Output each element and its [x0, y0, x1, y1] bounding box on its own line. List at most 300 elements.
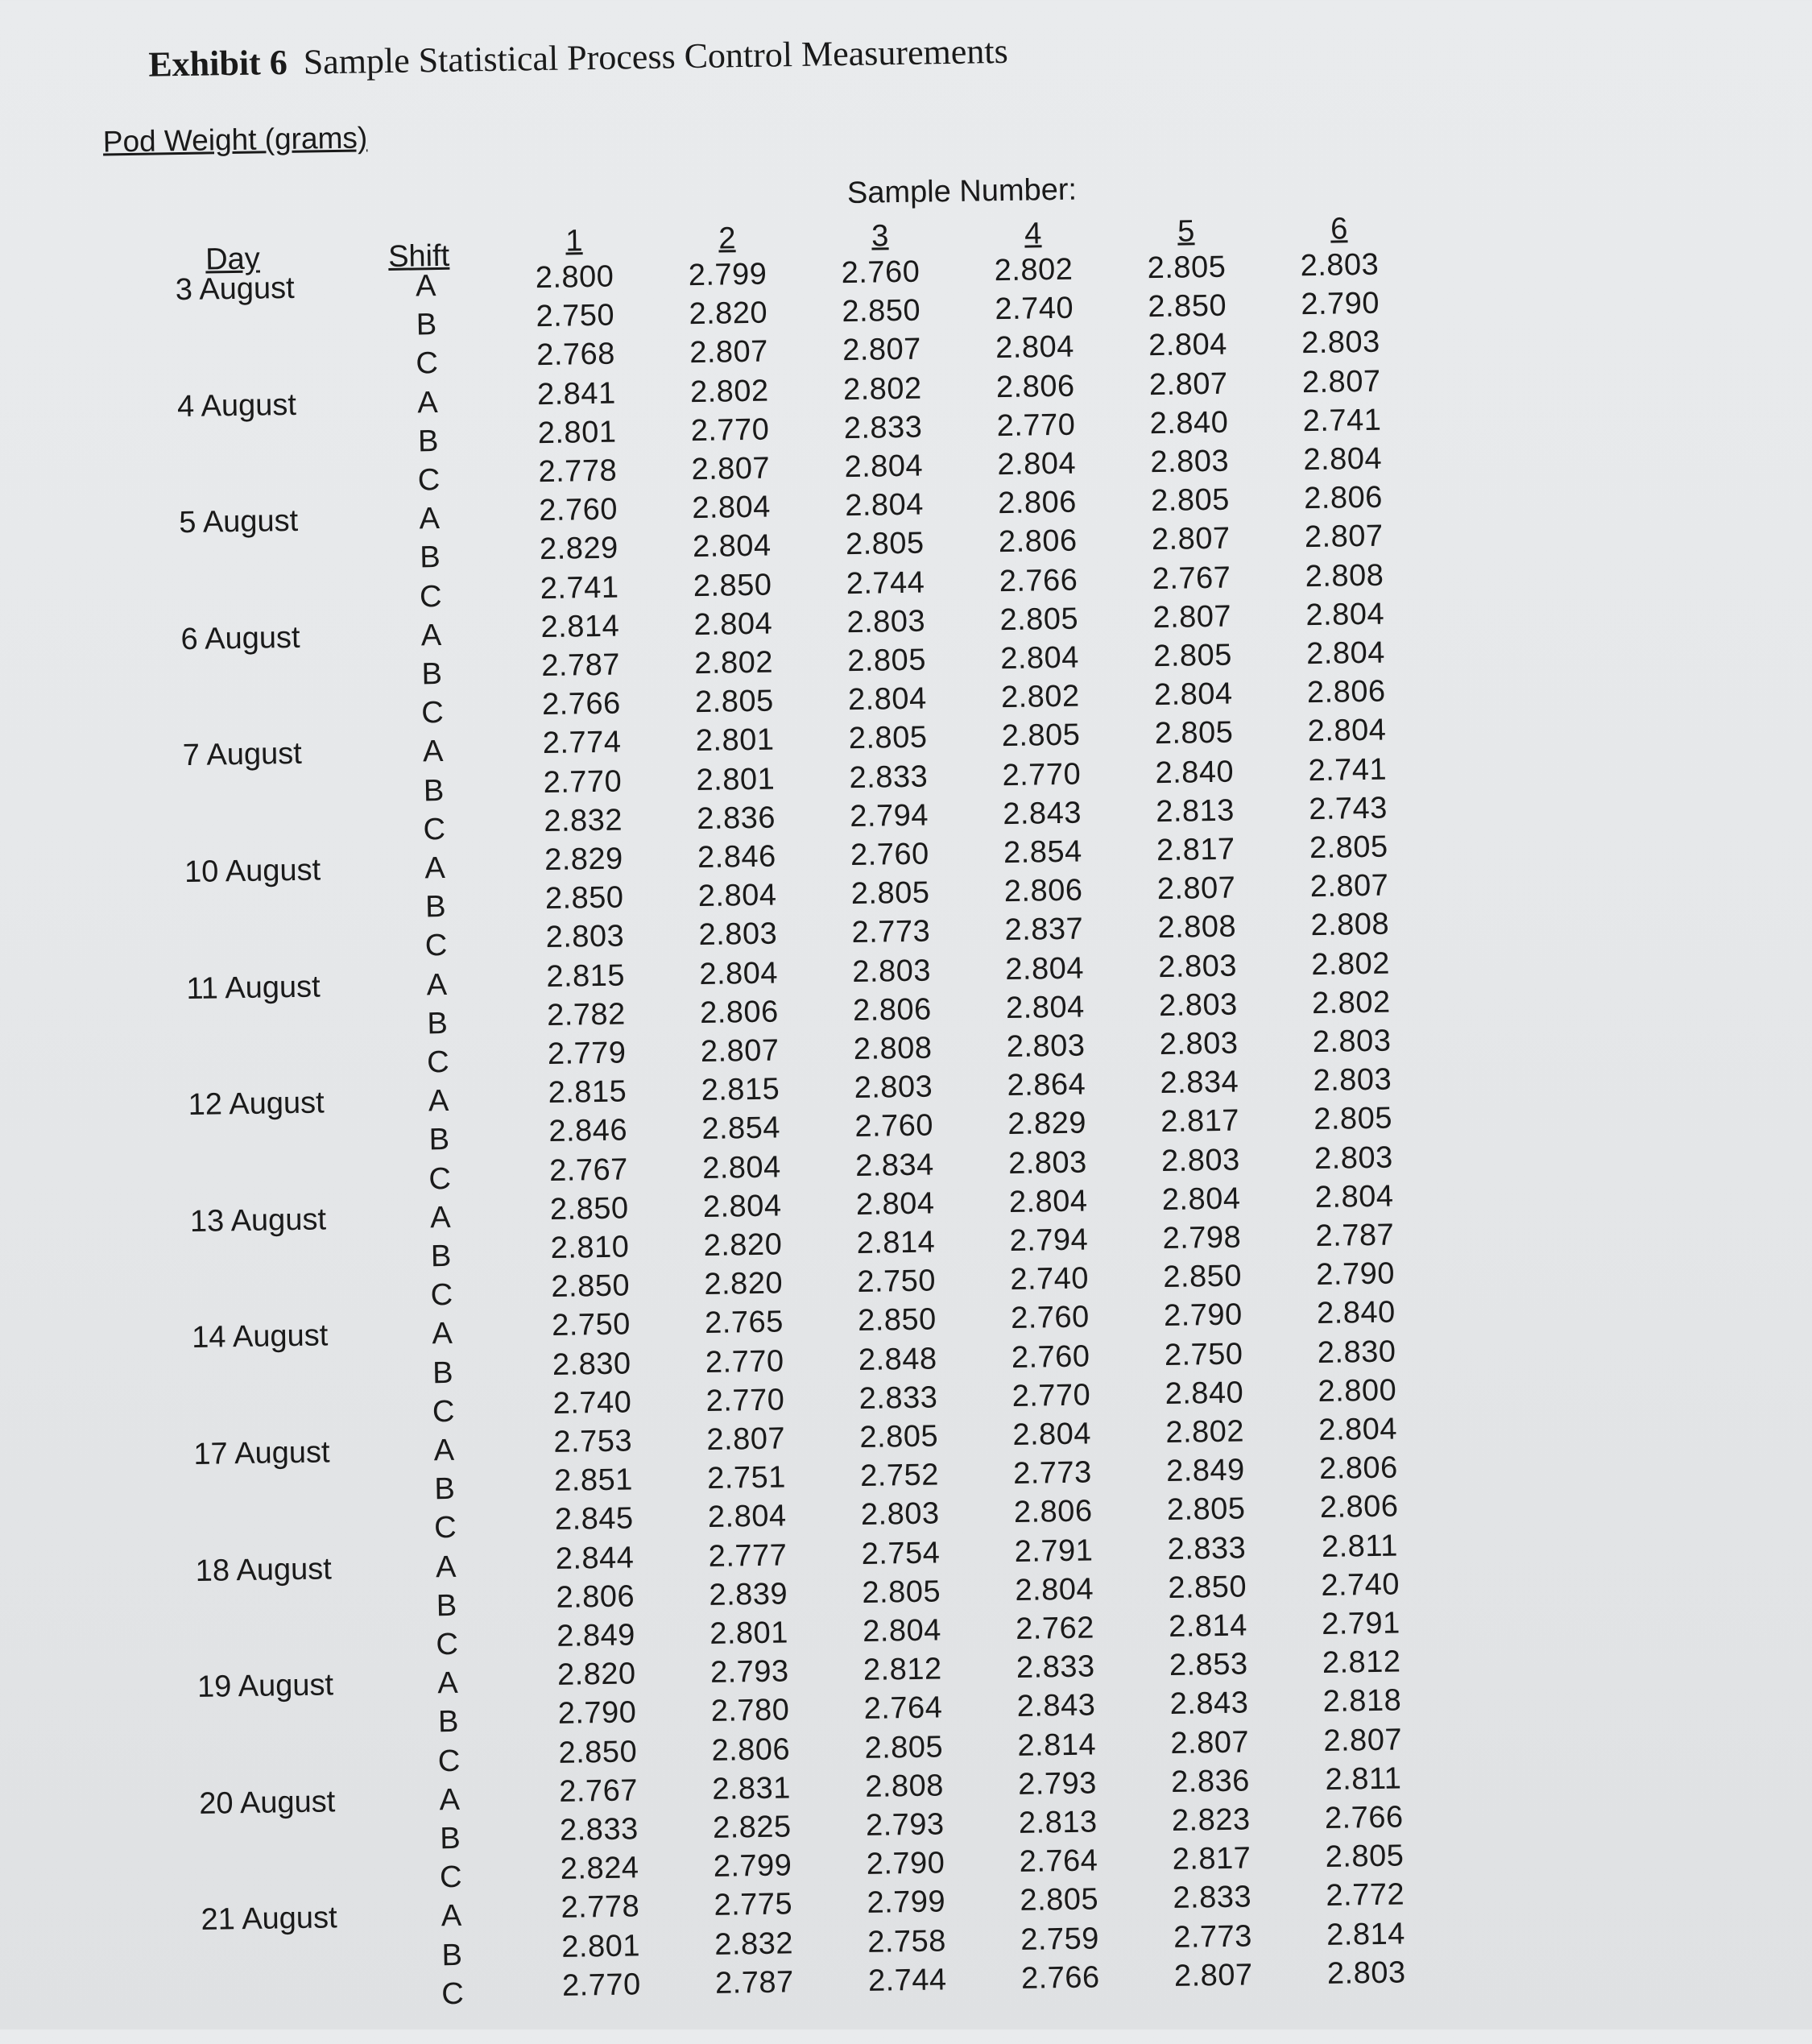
measurement-cell: 2.832: [714, 1926, 794, 1962]
measurement-cell: 2.780: [710, 1693, 790, 1729]
measurement-cell: 2.764: [863, 1690, 943, 1727]
day-label: 6 August: [180, 620, 300, 656]
measurement-cell: 2.830: [1317, 1334, 1396, 1370]
measurement-cell: 2.804: [1303, 441, 1383, 478]
day-label: 17 August: [193, 1435, 330, 1471]
measurement-cell: 2.804: [862, 1613, 942, 1649]
measurement-cell: 2.794: [849, 798, 929, 834]
day-label: 4 August: [176, 387, 297, 424]
measurement-cell: 2.843: [1002, 796, 1082, 831]
measurement-cell: 2.804: [693, 606, 773, 642]
measurement-cell: 2.814: [856, 1225, 936, 1260]
measurement-cell: 2.804: [1012, 1417, 1092, 1452]
measurement-cell: 2.833: [1167, 1531, 1247, 1566]
measurement-cell: 2.818: [1322, 1683, 1402, 1719]
measurement-cell: 2.812: [1322, 1645, 1401, 1681]
shift-cell: A: [419, 502, 441, 536]
measurement-cell: 2.752: [859, 1458, 940, 1494]
measurement-cell: 2.770: [1011, 1378, 1091, 1413]
measurement-cell: 2.806: [699, 995, 780, 1030]
measurement-cell: 2.829: [544, 842, 624, 878]
shift-cell: A: [432, 1317, 453, 1351]
shift-cell: B: [417, 424, 439, 459]
measurement-cell: 2.803: [1313, 1062, 1392, 1099]
measurement-cell: 2.798: [1162, 1220, 1242, 1256]
exhibit-label: Exhibit 6: [147, 42, 288, 85]
measurement-cell: 2.804: [995, 330, 1075, 366]
measurement-cell: 2.805: [1150, 482, 1231, 519]
sample-number-3: 3: [871, 219, 889, 254]
measurement-cell: 2.803: [545, 919, 625, 955]
day-label: 5 August: [178, 503, 299, 540]
measurement-cell: 2.806: [1303, 480, 1384, 516]
measurement-cell: 2.741: [1302, 403, 1382, 438]
measurement-cell: 2.823: [1171, 1802, 1251, 1838]
measurement-cell: 2.791: [1014, 1533, 1094, 1569]
measurement-cell: 2.804: [702, 1189, 782, 1224]
measurement-cell: 2.806: [1003, 873, 1083, 909]
measurement-cell: 2.843: [1169, 1686, 1249, 1722]
measurement-cell: 2.770: [543, 764, 623, 800]
measurement-cell: 2.790: [1316, 1256, 1396, 1293]
measurement-cell: 2.805: [999, 602, 1079, 637]
measurement-cell: 2.807: [1148, 366, 1228, 402]
measurement-cell: 2.760: [538, 492, 618, 528]
measurement-cell: 2.806: [1318, 1450, 1399, 1487]
exhibit-title-text: Sample Statistical Process Control Measurements: [303, 31, 1008, 82]
measurement-cell: 2.836: [1170, 1764, 1251, 1799]
measurement-cell: 2.801: [696, 762, 776, 797]
shift-cell: A: [420, 618, 442, 653]
measurement-cell: 2.804: [707, 1499, 787, 1535]
measurement-cell: 2.808: [864, 1769, 945, 1804]
measurement-cell: 2.804: [1153, 677, 1233, 713]
measurement-cell: 2.804: [1305, 635, 1386, 672]
measurement-cell: 2.807: [1152, 599, 1232, 635]
shift-cell: C: [433, 1511, 457, 1545]
measurement-cell: 2.801: [561, 1928, 641, 1964]
measurement-cell: 2.804: [1161, 1181, 1241, 1217]
measurement-cell: 2.820: [703, 1227, 783, 1263]
measurement-cell: 2.799: [688, 257, 767, 293]
measurement-cell: 2.837: [1004, 912, 1084, 948]
measurement-cell: 2.804: [997, 446, 1077, 482]
measurement-cell: 2.754: [861, 1536, 941, 1571]
table-subtitle: Pod Weight (grams): [102, 121, 368, 159]
measurement-cell: 2.805: [845, 526, 925, 562]
measurement-cell: 2.850: [551, 1268, 631, 1305]
measurement-cell: 2.805: [859, 1419, 939, 1454]
measurement-cell: 2.803: [1301, 325, 1381, 361]
shift-cell: B: [428, 1123, 450, 1157]
measurement-cell: 2.845: [554, 1501, 634, 1537]
measurement-cell: 2.808: [1310, 907, 1390, 943]
measurement-cell: 2.800: [535, 259, 614, 296]
measurement-cell: 2.760: [1011, 1339, 1090, 1375]
measurement-cell: 2.834: [854, 1148, 935, 1183]
measurement-grid: [0, 0, 1796, 14]
measurement-cell: 2.850: [558, 1734, 638, 1770]
shift-cell: B: [432, 1355, 453, 1390]
measurement-cell: 2.804: [1148, 328, 1228, 363]
measurement-cell: 2.787: [714, 1965, 794, 2001]
measurement-cell: 2.807: [1173, 1958, 1253, 1993]
measurement-cell: 2.807: [1301, 364, 1381, 399]
measurement-cell: 2.772: [1326, 1877, 1405, 1914]
measurement-cell: 2.808: [1305, 558, 1384, 594]
measurement-cell: 2.740: [1321, 1567, 1400, 1603]
measurement-cell: 2.840: [1316, 1295, 1396, 1331]
shift-cell: B: [439, 1821, 461, 1856]
measurement-cell: 2.803: [698, 916, 778, 953]
measurement-cell: 2.799: [867, 1885, 946, 1921]
measurement-cell: 2.770: [561, 1967, 641, 2003]
shift-cell: C: [424, 929, 448, 963]
sample-number-6: 6: [1330, 212, 1348, 246]
measurement-cell: 2.803: [1007, 1145, 1088, 1181]
measurement-cell: 2.807: [700, 1033, 780, 1070]
measurement-cell: 2.759: [1020, 1921, 1100, 1957]
measurement-cell: 2.805: [862, 1574, 941, 1610]
measurement-cell: 2.779: [547, 1036, 627, 1071]
measurement-cell: 2.811: [1321, 1529, 1399, 1564]
shift-cell: C: [436, 1627, 459, 1662]
measurement-cell: 2.846: [548, 1113, 628, 1149]
measurement-cell: 2.844: [555, 1540, 635, 1576]
measurement-cell: 2.805: [848, 720, 928, 756]
measurement-cell: 2.790: [1163, 1297, 1243, 1334]
shift-cell: A: [422, 734, 444, 769]
measurement-cell: 2.744: [846, 565, 925, 601]
measurement-cell: 2.812: [863, 1652, 942, 1688]
measurement-cell: 2.833: [843, 410, 923, 445]
measurement-cell: 2.850: [544, 880, 624, 916]
measurement-cell: 2.850: [842, 293, 921, 329]
measurement-cell: 2.750: [1164, 1337, 1243, 1372]
measurement-cell: 2.750: [536, 298, 615, 334]
measurement-cell: 2.833: [858, 1380, 938, 1416]
measurement-cell: 2.764: [1019, 1843, 1098, 1880]
shift-cell: A: [433, 1433, 455, 1468]
measurement-cell: 2.804: [844, 487, 925, 523]
measurement-cell: 2.800: [1318, 1373, 1397, 1409]
measurement-cell: 2.770: [996, 408, 1076, 443]
measurement-cell: 2.790: [1301, 286, 1380, 322]
shift-cell: B: [436, 1588, 457, 1624]
measurement-cell: 2.740: [1010, 1261, 1090, 1297]
measurement-cell: 2.817: [1160, 1103, 1240, 1140]
measurement-cell: 2.804: [1005, 951, 1085, 987]
measurement-cell: 2.804: [1015, 1572, 1094, 1607]
measurement-cell: 2.805: [1166, 1492, 1246, 1528]
measurement-cell: 2.770: [1002, 757, 1082, 792]
day-column-header: Day: [205, 242, 261, 277]
measurement-cell: 2.806: [711, 1732, 791, 1768]
measurement-cell: 2.807: [706, 1421, 786, 1457]
measurement-cell: 2.831: [711, 1771, 792, 1806]
shift-cell: C: [426, 1045, 449, 1080]
measurement-cell: 2.741: [540, 570, 619, 606]
measurement-cell: 2.760: [1010, 1300, 1090, 1336]
measurement-cell: 2.804: [692, 528, 772, 565]
sample-number-4: 4: [1024, 217, 1042, 251]
measurement-cell: 2.854: [701, 1111, 781, 1147]
measurement-cell: 2.805: [850, 875, 930, 912]
measurement-cell: 2.851: [553, 1463, 634, 1499]
measurement-cell: 2.793: [865, 1807, 945, 1843]
measurement-cell: 2.804: [699, 956, 779, 991]
measurement-cell: 2.750: [551, 1307, 631, 1343]
measurement-cell: 2.850: [1163, 1259, 1243, 1295]
measurement-cell: 2.777: [708, 1537, 788, 1574]
measurement-cell: 2.864: [1007, 1067, 1086, 1103]
shift-cell: A: [441, 1899, 462, 1934]
measurement-cell: 2.843: [1016, 1688, 1096, 1724]
measurement-cell: 2.854: [1003, 834, 1082, 871]
measurement-cell: 2.805: [1309, 830, 1388, 866]
measurement-cell: 2.807: [1170, 1725, 1250, 1761]
measurement-cell: 2.815: [546, 958, 626, 994]
measurement-cell: 2.768: [536, 337, 616, 373]
day-label: 11 August: [186, 970, 321, 1006]
shift-cell: B: [437, 1705, 459, 1740]
measurement-cell: 2.815: [548, 1074, 627, 1111]
measurement-cell: 2.841: [536, 376, 616, 412]
sample-number-2: 2: [718, 221, 736, 256]
measurement-cell: 2.804: [1008, 1184, 1088, 1219]
measurement-cell: 2.803: [1006, 1028, 1086, 1065]
measurement-cell: 2.770: [705, 1383, 785, 1418]
measurement-cell: 2.804: [844, 449, 924, 485]
measurement-cell: 2.740: [552, 1385, 632, 1421]
shift-cell: B: [430, 1239, 452, 1274]
measurement-cell: 2.790: [557, 1695, 637, 1732]
measurement-cell: 2.820: [689, 296, 768, 332]
measurement-cell: 2.743: [1308, 791, 1388, 826]
measurement-cell: 2.830: [552, 1347, 631, 1382]
measurement-cell: 2.849: [556, 1618, 636, 1653]
sample-number-5: 5: [1177, 214, 1195, 249]
measurement-cell: 2.850: [549, 1191, 629, 1227]
measurement-cell: 2.806: [1013, 1494, 1093, 1530]
measurement-cell: 2.807: [1156, 871, 1236, 907]
measurement-cell: 2.775: [714, 1887, 793, 1923]
measurement-cell: 2.836: [697, 801, 776, 836]
measurement-cell: 2.804: [1318, 1412, 1398, 1448]
shift-cell: B: [419, 540, 441, 575]
measurement-cell: 2.805: [1325, 1839, 1405, 1875]
day-label: 14 August: [191, 1318, 329, 1355]
day-label: 10 August: [184, 853, 321, 890]
measurement-cell: 2.765: [704, 1305, 784, 1341]
measurement-cell: 2.767: [1152, 561, 1231, 596]
measurement-cell: 2.773: [1012, 1455, 1093, 1492]
measurement-cell: 2.794: [1009, 1223, 1089, 1259]
measurement-cell: 2.804: [1305, 597, 1385, 632]
measurement-cell: 2.802: [693, 645, 774, 681]
measurement-cell: 2.767: [558, 1773, 639, 1809]
day-label: 19 August: [197, 1668, 334, 1705]
shift-cell: B: [424, 890, 446, 925]
measurement-cell: 2.817: [1156, 832, 1235, 868]
measurement-cell: 2.840: [1165, 1376, 1244, 1411]
measurement-cell: 2.803: [1157, 949, 1238, 984]
measurement-cell: 2.802: [994, 252, 1074, 288]
day-label: 3 August: [175, 271, 295, 308]
measurement-cell: 2.806: [1319, 1489, 1399, 1525]
measurement-cell: 2.804: [1307, 713, 1387, 749]
day-label: 20 August: [198, 1785, 336, 1821]
measurement-cell: 2.815: [701, 1072, 780, 1108]
measurement-cell: 2.803: [1160, 1143, 1241, 1178]
measurement-cell: 2.817: [1172, 1841, 1251, 1877]
measurement-cell: 2.791: [1321, 1606, 1401, 1641]
measurement-cell: 2.793: [1017, 1766, 1098, 1802]
shift-cell: A: [424, 850, 446, 886]
shift-cell: A: [436, 1666, 458, 1701]
shift-cell: C: [437, 1744, 461, 1778]
measurement-cell: 2.820: [556, 1657, 636, 1693]
shift-cell: C: [420, 696, 445, 730]
measurement-cell: 2.801: [537, 415, 617, 450]
measurement-cell: 2.801: [695, 722, 775, 759]
measurement-cell: 2.803: [1300, 247, 1380, 283]
measurement-cell: 2.814: [540, 609, 620, 644]
measurement-cell: 2.839: [709, 1577, 788, 1612]
shift-cell: C: [432, 1394, 455, 1430]
measurement-cell: 2.803: [852, 954, 932, 989]
shift-cell: C: [417, 463, 441, 498]
day-label: 21 August: [201, 1901, 337, 1938]
measurement-cell: 2.810: [550, 1230, 630, 1265]
measurement-cell: 2.806: [1306, 674, 1386, 710]
shift-cell: A: [429, 1200, 451, 1235]
measurement-cell: 2.807: [1304, 519, 1384, 555]
measurement-cell: 2.804: [701, 1150, 782, 1185]
measurement-cell: 2.750: [857, 1264, 937, 1300]
measurement-cell: 2.790: [866, 1846, 945, 1882]
measurement-cell: 2.840: [1149, 405, 1229, 441]
measurement-cell: 2.793: [709, 1654, 789, 1690]
measurement-cell: 2.806: [852, 992, 933, 1028]
measurement-cell: 2.802: [689, 374, 769, 409]
measurement-cell: 2.773: [851, 914, 931, 950]
measurement-cell: 2.832: [544, 803, 623, 838]
measurement-cell: 2.803: [1313, 1140, 1393, 1176]
measurement-cell: 2.753: [553, 1424, 633, 1459]
measurement-cell: 2.805: [1001, 718, 1081, 754]
measurement-cell: 2.782: [546, 997, 627, 1032]
measurement-cell: 2.803: [1150, 444, 1230, 480]
measurement-cell: 2.805: [846, 643, 927, 679]
measurement-cell: 2.805: [1147, 250, 1227, 286]
shift-cell: C: [439, 1860, 462, 1895]
shift-cell: B: [416, 308, 437, 342]
measurement-cell: 2.807: [691, 451, 771, 487]
measurement-cell: 2.807: [689, 334, 769, 370]
measurement-cell: 2.806: [998, 523, 1078, 560]
measurement-cell: 2.811: [1325, 1761, 1402, 1797]
measurement-cell: 2.802: [842, 371, 922, 407]
shift-cell: A: [426, 967, 448, 1002]
measurement-cell: 2.740: [995, 291, 1074, 327]
measurement-cell: 2.767: [548, 1152, 629, 1188]
measurement-cell: 2.787: [541, 648, 621, 684]
measurement-cell: 2.758: [867, 1923, 947, 1959]
shift-cell: C: [441, 1976, 465, 2012]
shift-cell: B: [423, 773, 445, 808]
exhibit-title: [148, 31, 1008, 85]
measurement-cell: 2.829: [1007, 1106, 1087, 1142]
measurement-cell: 2.850: [693, 568, 772, 603]
measurement-cell: 2.806: [997, 485, 1078, 521]
measurement-cell: 2.760: [841, 254, 920, 291]
measurement-cell: 2.833: [1173, 1880, 1252, 1916]
measurement-cell: 2.846: [697, 839, 777, 875]
sample-number-1: 1: [565, 224, 583, 259]
measurement-cell: 2.804: [691, 490, 772, 526]
measurement-cell: 2.751: [706, 1460, 787, 1496]
measurement-cell: 2.808: [853, 1031, 933, 1067]
measurement-cell: 2.762: [1015, 1611, 1095, 1646]
measurement-cell: 2.813: [1018, 1805, 1098, 1840]
shift-cell: A: [416, 385, 438, 420]
day-label: 13 August: [189, 1202, 327, 1239]
measurement-cell: 2.787: [1315, 1218, 1395, 1254]
measurement-cell: 2.770: [705, 1344, 784, 1380]
day-label: 18 August: [195, 1551, 333, 1588]
shift-column-header: Shift: [387, 238, 450, 274]
measurement-cell: 2.850: [1148, 288, 1227, 325]
measurement-cell: 2.760: [854, 1108, 934, 1144]
measurement-cell: 2.840: [1155, 755, 1235, 790]
shift-cell: C: [423, 812, 446, 847]
shift-cell: B: [427, 1006, 449, 1041]
measurement-cell: 2.849: [1165, 1453, 1246, 1489]
measurement-cell: 2.801: [709, 1616, 789, 1651]
measurement-cell: 2.804: [1314, 1179, 1394, 1214]
measurement-cell: 2.804: [697, 878, 777, 914]
measurement-cell: 2.804: [999, 640, 1080, 677]
measurement-cell: 2.807: [1151, 521, 1231, 557]
measurement-cell: 2.806: [995, 369, 1075, 404]
measurement-cell: 2.805: [694, 684, 774, 720]
measurement-cell: 2.848: [858, 1342, 937, 1377]
measurement-cell: 2.820: [704, 1266, 784, 1302]
measurement-cell: 2.802: [1165, 1414, 1245, 1450]
shift-cell: A: [435, 1550, 457, 1584]
measurement-cell: 2.814: [1326, 1917, 1406, 1952]
measurement-cell: 2.805: [1313, 1101, 1393, 1137]
measurement-cell: 2.833: [849, 759, 929, 795]
measurement-cell: 2.807: [842, 332, 922, 368]
shift-cell: A: [439, 1782, 461, 1818]
measurement-cell: 2.804: [847, 681, 927, 718]
shift-cell: C: [430, 1278, 453, 1313]
measurement-cell: 2.802: [1311, 985, 1391, 1020]
measurement-cell: 2.829: [539, 531, 618, 567]
measurement-cell: 2.806: [556, 1579, 635, 1615]
measurement-cell: 2.803: [1326, 1955, 1406, 1991]
shift-cell: C: [416, 346, 439, 381]
measurement-cell: 2.760: [850, 837, 929, 873]
measurement-cell: 2.804: [855, 1186, 935, 1222]
measurement-cell: 2.814: [1017, 1727, 1097, 1763]
shift-cell: B: [434, 1472, 456, 1507]
measurement-cell: 2.803: [1158, 987, 1238, 1023]
measurement-cell: 2.803: [854, 1070, 933, 1106]
measurement-cell: 2.741: [1308, 752, 1388, 788]
